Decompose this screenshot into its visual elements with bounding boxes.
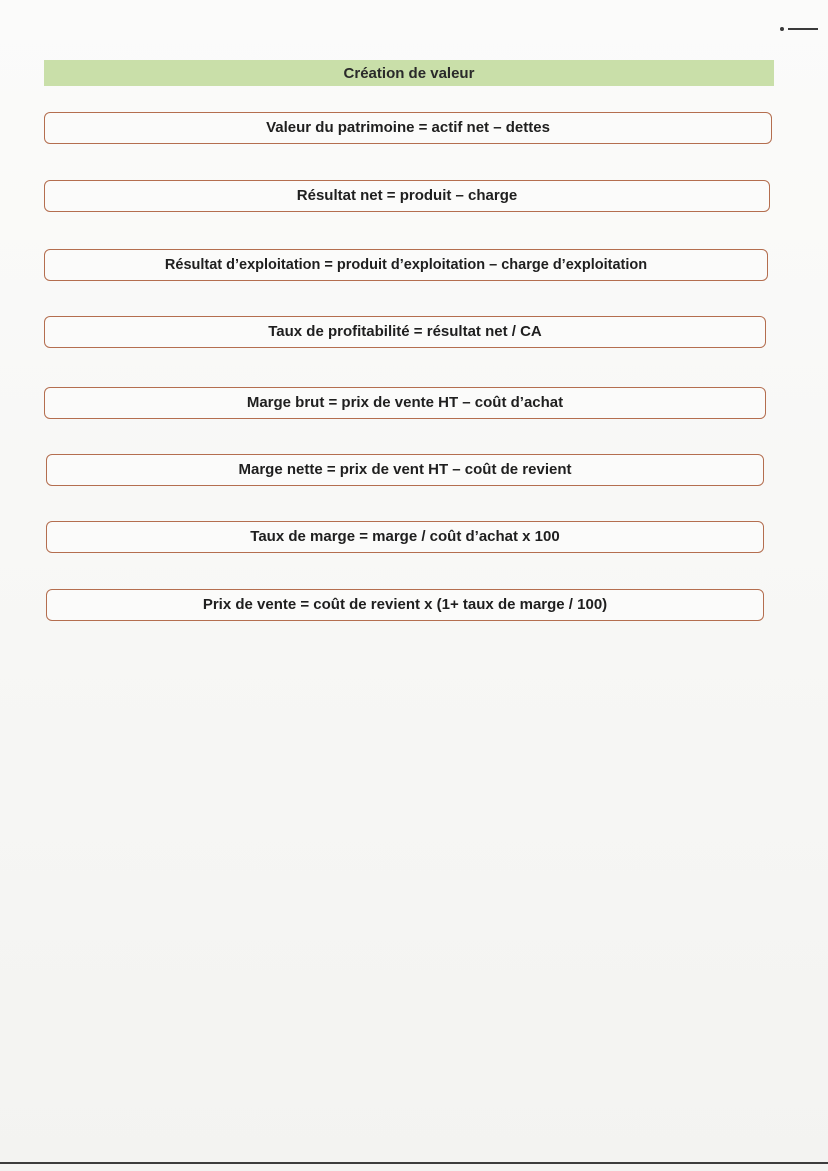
formula-resultat-exploitation: Résultat d’exploitation = produit d’exploitation – charge d’exploitation: [164, 257, 648, 273]
formula-prix-vente: Prix de vente = coût de revient x (1+ taux de marge / 100): [202, 596, 608, 613]
section-title: Création de valeur: [343, 65, 475, 82]
formula-taux-profitabilite: Taux de profitabilité = résultat net / CA: [268, 323, 542, 340]
formula-box-marge-nette: [46, 454, 764, 486]
formula-resultat-net: Résultat net = produit – charge: [296, 187, 518, 204]
formula-marge-brut: Marge brut = prix de vente HT – coût d’achat: [246, 394, 564, 411]
formula-box-taux-profitabilite: [44, 316, 766, 348]
formula-box-taux-marge: [46, 521, 764, 553]
formula-box-prix-vente: [46, 589, 764, 621]
page-bottom-edge: [0, 1162, 828, 1164]
formula-patrimoine: Valeur du patrimoine = actif net – dettes: [266, 119, 550, 136]
section-header: [44, 60, 774, 86]
scan-mark: [788, 28, 818, 30]
formula-box-resultat-net: [44, 180, 770, 212]
formula-box-resultat-exploitation: [44, 249, 768, 281]
formula-box-marge-brut: [44, 387, 766, 419]
formula-box-patrimoine: [44, 112, 772, 144]
formula-taux-marge: Taux de marge = marge / coût d’achat x 100: [250, 528, 560, 545]
formula-marge-nette: Marge nette = prix de vent HT – coût de revient: [238, 461, 572, 478]
